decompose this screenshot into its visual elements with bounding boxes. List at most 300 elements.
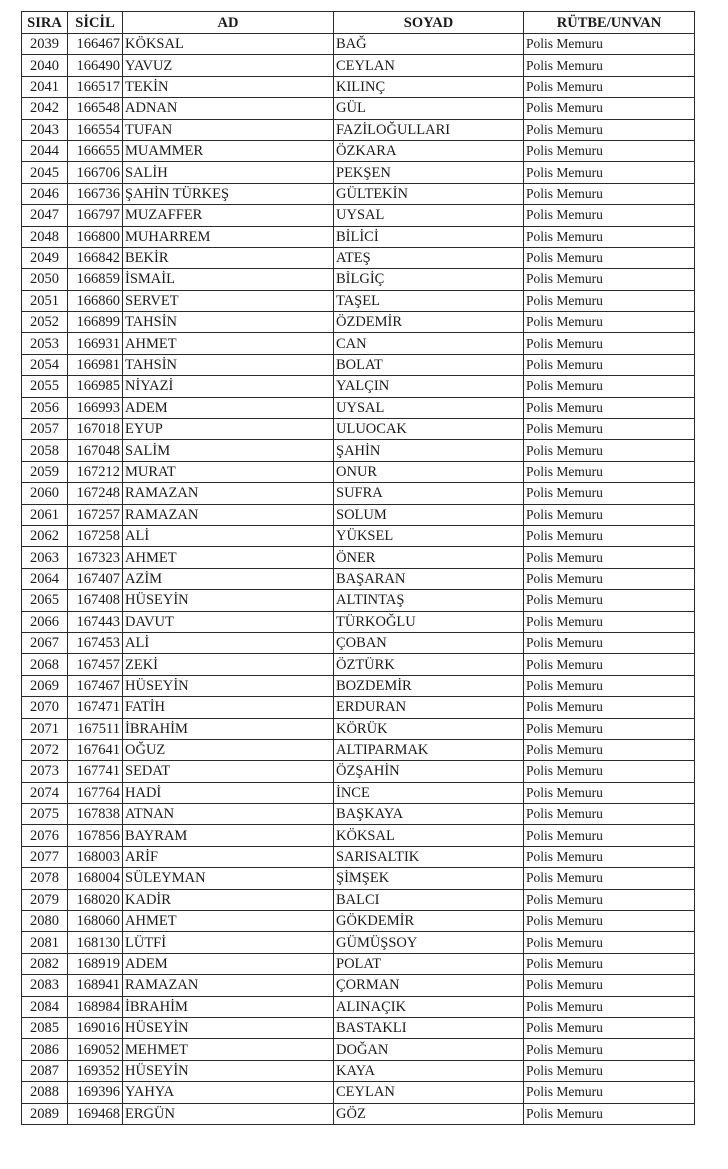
- cell-ad: İBRAHİM: [123, 996, 334, 1017]
- cell-ad: ZEKİ: [123, 654, 334, 675]
- table-row: [22, 98, 695, 119]
- cell-rutbe: Polis Memuru: [524, 739, 695, 760]
- cell-rutbe: Polis Memuru: [524, 333, 695, 354]
- cell-rutbe: Polis Memuru: [524, 397, 695, 418]
- cell-soyad: SOLUM: [334, 504, 524, 525]
- cell-ad: HÜSEYİN: [123, 1060, 334, 1081]
- cell-soyad: GÜL: [334, 98, 524, 119]
- cell-ad: AHMET: [123, 547, 334, 568]
- cell-sira: 2072: [22, 739, 68, 760]
- cell-sira: 2050: [22, 269, 68, 290]
- cell-sicil: 168919: [68, 953, 123, 974]
- cell-sira: 2048: [22, 226, 68, 247]
- cell-sira: 2053: [22, 333, 68, 354]
- cell-sira: 2051: [22, 290, 68, 311]
- cell-sira: 2049: [22, 247, 68, 268]
- cell-ad: İSMAİL: [123, 269, 334, 290]
- cell-rutbe: Polis Memuru: [524, 34, 695, 55]
- table-row: [22, 911, 695, 932]
- cell-rutbe: Polis Memuru: [524, 226, 695, 247]
- cell-ad: BAYRAM: [123, 825, 334, 846]
- cell-sicil: 167471: [68, 697, 123, 718]
- cell-soyad: İNCE: [334, 782, 524, 803]
- cell-rutbe: Polis Memuru: [524, 889, 695, 910]
- cell-sira: 2044: [22, 140, 68, 161]
- cell-soyad: ÖZŞAHİN: [334, 761, 524, 782]
- cell-sicil: 167212: [68, 461, 123, 482]
- cell-soyad: ULUOCAK: [334, 419, 524, 440]
- cell-soyad: YALÇIN: [334, 376, 524, 397]
- cell-ad: MEHMET: [123, 1039, 334, 1060]
- cell-soyad: ALTIPARMAK: [334, 739, 524, 760]
- table-row: [22, 483, 695, 504]
- cell-soyad: BAŞKAYA: [334, 804, 524, 825]
- cell-soyad: TÜRKOĞLU: [334, 611, 524, 632]
- cell-soyad: ÖZKARA: [334, 140, 524, 161]
- table-row: [22, 868, 695, 889]
- cell-sicil: 168020: [68, 889, 123, 910]
- table-row: [22, 654, 695, 675]
- cell-soyad: TAŞEL: [334, 290, 524, 311]
- cell-rutbe: Polis Memuru: [524, 76, 695, 97]
- cell-sira: 2056: [22, 397, 68, 418]
- cell-sira: 2043: [22, 119, 68, 140]
- cell-soyad: SUFRA: [334, 483, 524, 504]
- table-row: [22, 932, 695, 953]
- cell-rutbe: Polis Memuru: [524, 654, 695, 675]
- table-row: [22, 140, 695, 161]
- cell-rutbe: Polis Memuru: [524, 1017, 695, 1038]
- cell-sicil: 167641: [68, 739, 123, 760]
- cell-sicil: 166736: [68, 183, 123, 204]
- cell-soyad: CEYLAN: [334, 1082, 524, 1103]
- table-header-row: [22, 12, 695, 34]
- cell-rutbe: Polis Memuru: [524, 932, 695, 953]
- cell-sira: 2073: [22, 761, 68, 782]
- cell-soyad: YÜKSEL: [334, 525, 524, 546]
- cell-soyad: BOZDEMİR: [334, 675, 524, 696]
- cell-sicil: 166797: [68, 205, 123, 226]
- cell-sicil: 167856: [68, 825, 123, 846]
- cell-rutbe: Polis Memuru: [524, 632, 695, 653]
- cell-sicil: 167407: [68, 568, 123, 589]
- cell-soyad: ÇOBAN: [334, 632, 524, 653]
- cell-ad: ŞAHİN TÜRKEŞ: [123, 183, 334, 204]
- cell-sicil: 166842: [68, 247, 123, 268]
- cell-ad: TEKİN: [123, 76, 334, 97]
- personnel-table: [21, 11, 695, 1125]
- cell-rutbe: Polis Memuru: [524, 205, 695, 226]
- table-row: [22, 825, 695, 846]
- cell-sicil: 166859: [68, 269, 123, 290]
- cell-sicil: 168130: [68, 932, 123, 953]
- cell-sicil: 168060: [68, 911, 123, 932]
- cell-ad: MUAMMER: [123, 140, 334, 161]
- table-row: [22, 547, 695, 568]
- cell-sira: 2059: [22, 461, 68, 482]
- cell-rutbe: Polis Memuru: [524, 461, 695, 482]
- cell-sicil: 166467: [68, 34, 123, 55]
- cell-sicil: 167323: [68, 547, 123, 568]
- table-row: [22, 1017, 695, 1038]
- cell-sira: 2068: [22, 654, 68, 675]
- cell-rutbe: Polis Memuru: [524, 1039, 695, 1060]
- cell-rutbe: Polis Memuru: [524, 804, 695, 825]
- header-soyad: SOYAD: [334, 12, 524, 34]
- table-row: [22, 504, 695, 525]
- cell-ad: YAVUZ: [123, 55, 334, 76]
- cell-sicil: 169468: [68, 1103, 123, 1124]
- cell-sira: 2046: [22, 183, 68, 204]
- table-row: [22, 975, 695, 996]
- cell-soyad: BAĞ: [334, 34, 524, 55]
- cell-sicil: 166655: [68, 140, 123, 161]
- table-row: [22, 419, 695, 440]
- header-sira: SIRA: [22, 12, 68, 34]
- cell-sira: 2045: [22, 162, 68, 183]
- cell-soyad: UYSAL: [334, 397, 524, 418]
- cell-rutbe: Polis Memuru: [524, 504, 695, 525]
- cell-ad: ADEM: [123, 397, 334, 418]
- table-row: [22, 269, 695, 290]
- cell-ad: LÜTFİ: [123, 932, 334, 953]
- cell-rutbe: Polis Memuru: [524, 953, 695, 974]
- cell-rutbe: Polis Memuru: [524, 697, 695, 718]
- cell-soyad: GÖKDEMİR: [334, 911, 524, 932]
- cell-soyad: BASTAKLI: [334, 1017, 524, 1038]
- cell-sira: 2078: [22, 868, 68, 889]
- cell-ad: RAMAZAN: [123, 483, 334, 504]
- cell-sira: 2047: [22, 205, 68, 226]
- cell-rutbe: Polis Memuru: [524, 782, 695, 803]
- cell-rutbe: Polis Memuru: [524, 525, 695, 546]
- cell-sicil: 169016: [68, 1017, 123, 1038]
- table-row: [22, 55, 695, 76]
- cell-rutbe: Polis Memuru: [524, 354, 695, 375]
- cell-sicil: 168941: [68, 975, 123, 996]
- cell-rutbe: Polis Memuru: [524, 911, 695, 932]
- cell-sira: 2063: [22, 547, 68, 568]
- cell-ad: ARİF: [123, 846, 334, 867]
- cell-sicil: 166554: [68, 119, 123, 140]
- cell-sira: 2058: [22, 440, 68, 461]
- table-row: [22, 183, 695, 204]
- cell-rutbe: Polis Memuru: [524, 119, 695, 140]
- cell-soyad: BAŞARAN: [334, 568, 524, 589]
- table-row: [22, 525, 695, 546]
- cell-sira: 2085: [22, 1017, 68, 1038]
- cell-sira: 2064: [22, 568, 68, 589]
- cell-rutbe: Polis Memuru: [524, 98, 695, 119]
- table-row: [22, 953, 695, 974]
- cell-rutbe: Polis Memuru: [524, 975, 695, 996]
- cell-ad: KÖKSAL: [123, 34, 334, 55]
- table-row: [22, 590, 695, 611]
- cell-sicil: 168003: [68, 846, 123, 867]
- cell-sira: 2079: [22, 889, 68, 910]
- cell-soyad: ÖZDEMİR: [334, 312, 524, 333]
- cell-soyad: CEYLAN: [334, 55, 524, 76]
- cell-ad: BEKİR: [123, 247, 334, 268]
- cell-sira: 2080: [22, 911, 68, 932]
- table-row: [22, 996, 695, 1017]
- cell-sira: 2057: [22, 419, 68, 440]
- cell-sicil: 167741: [68, 761, 123, 782]
- cell-rutbe: Polis Memuru: [524, 269, 695, 290]
- cell-ad: SERVET: [123, 290, 334, 311]
- cell-sira: 2070: [22, 697, 68, 718]
- cell-sicil: 167453: [68, 632, 123, 653]
- cell-sira: 2083: [22, 975, 68, 996]
- cell-sicil: 169052: [68, 1039, 123, 1060]
- cell-sicil: 166993: [68, 397, 123, 418]
- table-row: [22, 162, 695, 183]
- cell-sicil: 167408: [68, 590, 123, 611]
- table-row: [22, 461, 695, 482]
- cell-ad: TAHSİN: [123, 312, 334, 333]
- cell-ad: KADİR: [123, 889, 334, 910]
- table-row: [22, 290, 695, 311]
- cell-rutbe: Polis Memuru: [524, 568, 695, 589]
- table-row: [22, 247, 695, 268]
- cell-sicil: 167248: [68, 483, 123, 504]
- cell-sira: 2089: [22, 1103, 68, 1124]
- cell-rutbe: Polis Memuru: [524, 825, 695, 846]
- table-row: [22, 376, 695, 397]
- cell-ad: ADEM: [123, 953, 334, 974]
- cell-rutbe: Polis Memuru: [524, 419, 695, 440]
- cell-sicil: 166517: [68, 76, 123, 97]
- table-row: [22, 611, 695, 632]
- cell-rutbe: Polis Memuru: [524, 162, 695, 183]
- cell-soyad: CAN: [334, 333, 524, 354]
- cell-soyad: KÖRÜK: [334, 718, 524, 739]
- cell-sicil: 167764: [68, 782, 123, 803]
- cell-sicil: 168984: [68, 996, 123, 1017]
- cell-sira: 2077: [22, 846, 68, 867]
- cell-soyad: ÖNER: [334, 547, 524, 568]
- cell-ad: OĞUZ: [123, 739, 334, 760]
- cell-sira: 2052: [22, 312, 68, 333]
- cell-soyad: ONUR: [334, 461, 524, 482]
- cell-sira: 2041: [22, 76, 68, 97]
- cell-sicil: 167257: [68, 504, 123, 525]
- cell-ad: ADNAN: [123, 98, 334, 119]
- cell-sira: 2065: [22, 590, 68, 611]
- cell-soyad: KILINÇ: [334, 76, 524, 97]
- cell-ad: MUHARREM: [123, 226, 334, 247]
- cell-sicil: 166490: [68, 55, 123, 76]
- cell-sira: 2066: [22, 611, 68, 632]
- cell-ad: AZİM: [123, 568, 334, 589]
- table-row: [22, 846, 695, 867]
- cell-soyad: PEKŞEN: [334, 162, 524, 183]
- cell-soyad: BİLİCİ: [334, 226, 524, 247]
- cell-ad: TAHSİN: [123, 354, 334, 375]
- table-row: [22, 568, 695, 589]
- cell-rutbe: Polis Memuru: [524, 547, 695, 568]
- table-row: [22, 1060, 695, 1081]
- table-body: [22, 34, 695, 1125]
- cell-sicil: 167048: [68, 440, 123, 461]
- cell-ad: SEDAT: [123, 761, 334, 782]
- table-row: [22, 119, 695, 140]
- cell-soyad: POLAT: [334, 953, 524, 974]
- cell-ad: HÜSEYİN: [123, 675, 334, 696]
- cell-sicil: 166981: [68, 354, 123, 375]
- table-row: [22, 718, 695, 739]
- cell-ad: HÜSEYİN: [123, 1017, 334, 1038]
- cell-soyad: ALTINTAŞ: [334, 590, 524, 611]
- cell-ad: RAMAZAN: [123, 504, 334, 525]
- cell-ad: HADİ: [123, 782, 334, 803]
- cell-ad: FATİH: [123, 697, 334, 718]
- cell-sicil: 167467: [68, 675, 123, 696]
- cell-sira: 2071: [22, 718, 68, 739]
- cell-soyad: ÇORMAN: [334, 975, 524, 996]
- cell-sicil: 166931: [68, 333, 123, 354]
- cell-ad: MUZAFFER: [123, 205, 334, 226]
- cell-rutbe: Polis Memuru: [524, 590, 695, 611]
- cell-rutbe: Polis Memuru: [524, 675, 695, 696]
- cell-ad: HÜSEYİN: [123, 590, 334, 611]
- table-row: [22, 333, 695, 354]
- cell-sicil: 166899: [68, 312, 123, 333]
- cell-sira: 2040: [22, 55, 68, 76]
- cell-sira: 2086: [22, 1039, 68, 1060]
- table-row: [22, 1103, 695, 1124]
- cell-sicil: 166800: [68, 226, 123, 247]
- table-row: [22, 34, 695, 55]
- cell-ad: DAVUT: [123, 611, 334, 632]
- document-page: [21, 11, 694, 1125]
- cell-rutbe: Polis Memuru: [524, 846, 695, 867]
- cell-ad: SALİM: [123, 440, 334, 461]
- table-row: [22, 632, 695, 653]
- cell-ad: SÜLEYMAN: [123, 868, 334, 889]
- cell-sicil: 167258: [68, 525, 123, 546]
- table-row: [22, 782, 695, 803]
- cell-ad: İBRAHİM: [123, 718, 334, 739]
- cell-sira: 2074: [22, 782, 68, 803]
- cell-rutbe: Polis Memuru: [524, 247, 695, 268]
- cell-soyad: FAZİLOĞULLARI: [334, 119, 524, 140]
- cell-sira: 2062: [22, 525, 68, 546]
- table-row: [22, 1039, 695, 1060]
- table-row: [22, 1082, 695, 1103]
- cell-sira: 2060: [22, 483, 68, 504]
- cell-sira: 2067: [22, 632, 68, 653]
- cell-soyad: DOĞAN: [334, 1039, 524, 1060]
- cell-soyad: ŞAHİN: [334, 440, 524, 461]
- cell-sira: 2082: [22, 953, 68, 974]
- header-sicil: SİCİL: [68, 12, 123, 34]
- cell-sicil: 167018: [68, 419, 123, 440]
- table-row: [22, 76, 695, 97]
- cell-sicil: 166860: [68, 290, 123, 311]
- cell-ad: SALİH: [123, 162, 334, 183]
- cell-rutbe: Polis Memuru: [524, 312, 695, 333]
- cell-rutbe: Polis Memuru: [524, 996, 695, 1017]
- cell-soyad: KÖKSAL: [334, 825, 524, 846]
- table-row: [22, 697, 695, 718]
- table-row: [22, 312, 695, 333]
- cell-soyad: UYSAL: [334, 205, 524, 226]
- header-ad: AD: [123, 12, 334, 34]
- cell-sicil: 167838: [68, 804, 123, 825]
- cell-sira: 2054: [22, 354, 68, 375]
- table-row: [22, 739, 695, 760]
- cell-sira: 2087: [22, 1060, 68, 1081]
- cell-ad: MURAT: [123, 461, 334, 482]
- cell-sira: 2061: [22, 504, 68, 525]
- cell-rutbe: Polis Memuru: [524, 183, 695, 204]
- cell-ad: EYUP: [123, 419, 334, 440]
- cell-soyad: ÖZTÜRK: [334, 654, 524, 675]
- cell-soyad: KAYA: [334, 1060, 524, 1081]
- cell-soyad: GÖZ: [334, 1103, 524, 1124]
- cell-ad: ATNAN: [123, 804, 334, 825]
- cell-rutbe: Polis Memuru: [524, 1103, 695, 1124]
- cell-sicil: 166548: [68, 98, 123, 119]
- table-row: [22, 889, 695, 910]
- cell-sicil: 167511: [68, 718, 123, 739]
- cell-ad: NİYAZİ: [123, 376, 334, 397]
- cell-ad: YAHYA: [123, 1082, 334, 1103]
- cell-ad: AHMET: [123, 333, 334, 354]
- cell-soyad: GÜLTEKİN: [334, 183, 524, 204]
- cell-soyad: GÜMÜŞSOY: [334, 932, 524, 953]
- cell-sicil: 169396: [68, 1082, 123, 1103]
- cell-ad: RAMAZAN: [123, 975, 334, 996]
- cell-soyad: ERDURAN: [334, 697, 524, 718]
- cell-rutbe: Polis Memuru: [524, 611, 695, 632]
- cell-soyad: ALINAÇIK: [334, 996, 524, 1017]
- cell-sira: 2075: [22, 804, 68, 825]
- table-row: [22, 761, 695, 782]
- cell-rutbe: Polis Memuru: [524, 140, 695, 161]
- cell-sira: 2069: [22, 675, 68, 696]
- cell-sicil: 167457: [68, 654, 123, 675]
- cell-sira: 2039: [22, 34, 68, 55]
- table-row: [22, 205, 695, 226]
- cell-rutbe: Polis Memuru: [524, 868, 695, 889]
- cell-rutbe: Polis Memuru: [524, 718, 695, 739]
- cell-ad: AHMET: [123, 911, 334, 932]
- table-row: [22, 354, 695, 375]
- cell-rutbe: Polis Memuru: [524, 290, 695, 311]
- cell-sicil: 167443: [68, 611, 123, 632]
- cell-rutbe: Polis Memuru: [524, 440, 695, 461]
- cell-soyad: BİLGİÇ: [334, 269, 524, 290]
- cell-soyad: BOLAT: [334, 354, 524, 375]
- cell-ad: ERGÜN: [123, 1103, 334, 1124]
- cell-sicil: 166985: [68, 376, 123, 397]
- cell-rutbe: Polis Memuru: [524, 376, 695, 397]
- cell-sira: 2081: [22, 932, 68, 953]
- cell-rutbe: Polis Memuru: [524, 1060, 695, 1081]
- table-row: [22, 675, 695, 696]
- cell-rutbe: Polis Memuru: [524, 1082, 695, 1103]
- cell-rutbe: Polis Memuru: [524, 55, 695, 76]
- cell-sicil: 169352: [68, 1060, 123, 1081]
- cell-ad: TUFAN: [123, 119, 334, 140]
- cell-sira: 2088: [22, 1082, 68, 1103]
- cell-soyad: SARISALTIK: [334, 846, 524, 867]
- cell-ad: ALİ: [123, 525, 334, 546]
- cell-rutbe: Polis Memuru: [524, 483, 695, 504]
- cell-sira: 2076: [22, 825, 68, 846]
